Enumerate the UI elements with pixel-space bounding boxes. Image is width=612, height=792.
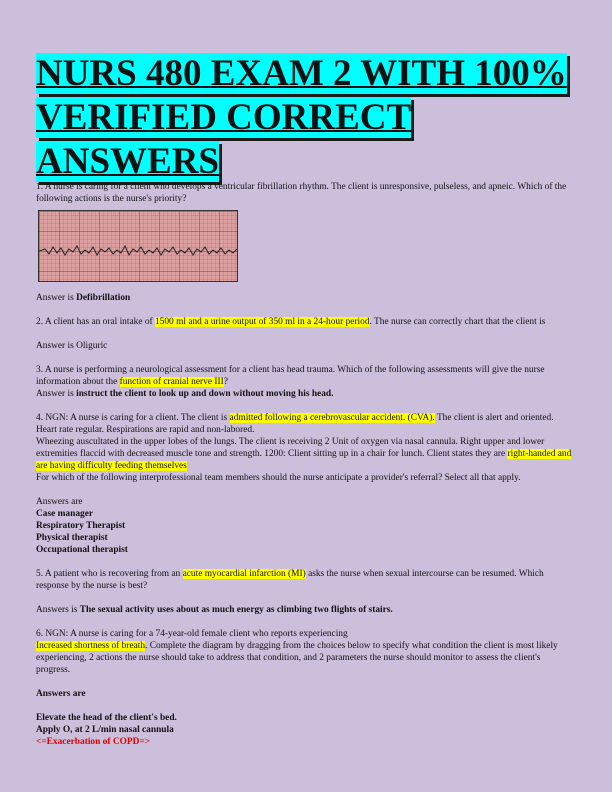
answer-1: Answer is Defibrillation <box>36 293 131 303</box>
highlight: 1500 ml and a urine output of 350 ml in a 24-hour period <box>154 317 370 327</box>
title-line-2: VERIFIED CORRECT <box>36 97 412 138</box>
question-6: 6. NGN: A nurse is caring for a 74-year-old female client who reports experiencing Increased shortness of breath. Complete the diagram by dragging from the choices below to specify what condition the client is most likely experiencing, 2 actions the nurse should take to address that condition, and 2 parameters the nurse should monitor to assess the client's progress. <box>36 629 558 675</box>
document-title <box>36 52 576 184</box>
answers-label: Answers are <box>36 497 83 507</box>
answer-6-item: Apply O, at 2 L/min nasal cannula <box>36 725 174 735</box>
answer-6-item: <=Exacerbation of COPD=> <box>36 737 151 747</box>
answer-4-item: Case manager <box>36 509 94 519</box>
answer-4-item: Respiratory Therapist <box>36 521 126 531</box>
highlight: admitted following a cerebrovascular accident. (CVA). <box>229 413 435 423</box>
question-3: 3. A nurse is performing a neurological assessment for a client has head trauma. Which of the following assessments will give the nurse information about the function of cranial nerve III? <box>36 365 545 387</box>
answers-label: Answers are <box>36 689 86 699</box>
question-4-prompt: For which of the following interprofessional team members should the nurse anticipate a provider's referral? Select all that apply. <box>36 473 521 483</box>
question-4: 4. NGN: A nurse is caring for a client. The client is admitted following a cerebrovascular accident. (CVA). The client is alert and oriented. Heart rate regular. Respirations are rapid and non-labored. <box>36 413 554 435</box>
answer-2: Answer is Oliguric <box>36 341 108 351</box>
answer-4-item: Physical therapist <box>36 533 108 543</box>
document-body <box>36 181 576 748</box>
highlight: Increased shortness of breath <box>36 641 146 651</box>
highlight: acute myocardial infarction (MI) <box>182 569 306 579</box>
highlight: function of cranial nerve III <box>119 377 224 387</box>
answer-5: Answers is The sexual activity uses about as much energy as climbing two flights of stairs. <box>36 605 393 615</box>
title-line-3: ANSWERS <box>36 141 219 182</box>
highlight: right-handed and are having difficulty feeding themselves <box>36 449 572 471</box>
question-1: 1. A nurse is caring for a client who develops a ventricular fibrillation rhythm. The client is unresponsive, pulseless, and apneic. Which of the following actions is the nurse's priority? <box>36 182 567 204</box>
answer-3: Answer is instruct the client to look up and down without moving his head. <box>36 389 334 399</box>
answer-6-item: Elevate the head of the client's bed. <box>36 713 177 723</box>
answer-4-item: Occupational therapist <box>36 545 128 555</box>
question-2: 2. A client has an oral intake of 1500 ml and a urine output of 350 ml in a 24-hour period. The nurse can correctly chart that the client is <box>36 317 546 327</box>
question-5: 5. A patient who is recovering from an acute myocardial infarction (MI) asks the nurse when sexual intercourse can be resumed. Which response by the nurse is best? <box>36 569 544 591</box>
question-4-details: Wheezing auscultated in the upper lobes of the lungs. The client is receiving 2 Unit of oxygen via nasal cannula. Right upper and lower extremities flaccid with decreased muscle tone and strength. 1200: Client sitting up in a chair for lunch. Client states they are right-handed and are having difficulty feeding themselves <box>36 437 572 471</box>
ecg-strip-image <box>38 210 238 282</box>
title-line-1: NURS 480 EXAM 2 WITH 100% <box>36 53 567 94</box>
